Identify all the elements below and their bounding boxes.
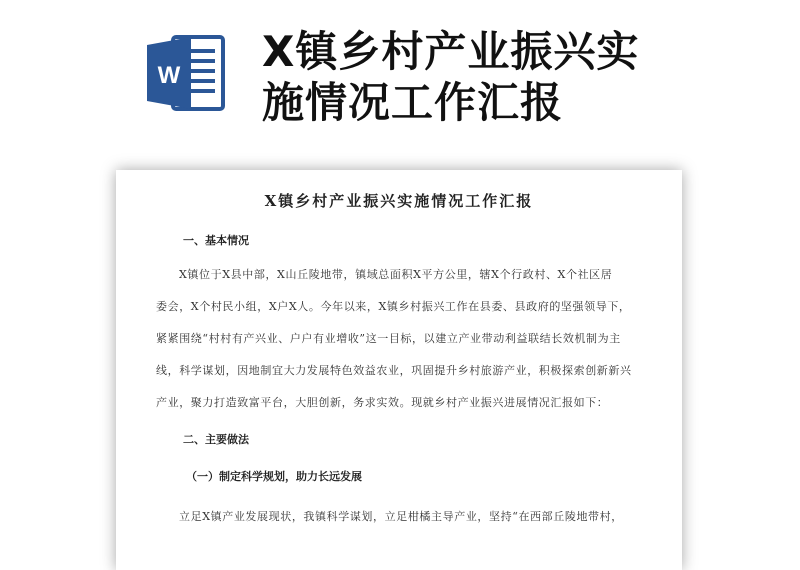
paragraph-line: 紧紧围绕“村村有产兴业、户户有业增收”这一目标，以建立产业带动利益联结长效机制为主 — [156, 332, 621, 345]
page-title-line-1: X镇乡村产业振兴实 — [262, 27, 640, 76]
section-1-heading: 一、基本情况 — [183, 234, 249, 247]
page-title-line-2: 施情况工作汇报 — [262, 78, 564, 127]
paragraph-line: X镇位于X县中部，X山丘陵地带，镇域总面积X平方公里，辖X个行政村、X个社区居 — [179, 268, 613, 281]
page-title — [262, 26, 782, 128]
paragraph-line: 委会，X个村民小组，X户X人。今年以来，X镇乡村振兴工作在县委、县政府的坚强领导下， — [156, 300, 631, 313]
paragraph-line: 立足X镇产业发展现状，我镇科学谋划，立足柑橘主导产业，坚持“在西部丘陵地带村， — [179, 510, 623, 523]
paragraph-line: 线，科学谋划，因地制宜大力发展特色效益农业，巩固提升乡村旅游产业，积极探索创新新兴 — [156, 364, 632, 377]
paragraph-line: 产业，聚力打造致富平台，大胆创新，务求实效。现就乡村产业振兴进展情况汇报如下： — [156, 396, 609, 409]
subsection-1-heading: （一）制定科学规划，助力长远发展 — [186, 470, 362, 483]
section-2-heading: 二、主要做法 — [183, 433, 249, 446]
document-page — [116, 170, 682, 570]
word-icon-letter: W — [157, 62, 181, 89]
header-banner — [0, 0, 800, 140]
document-title: X镇乡村产业振兴实施情况工作汇报 — [264, 192, 534, 210]
word-document-icon — [145, 33, 227, 113]
